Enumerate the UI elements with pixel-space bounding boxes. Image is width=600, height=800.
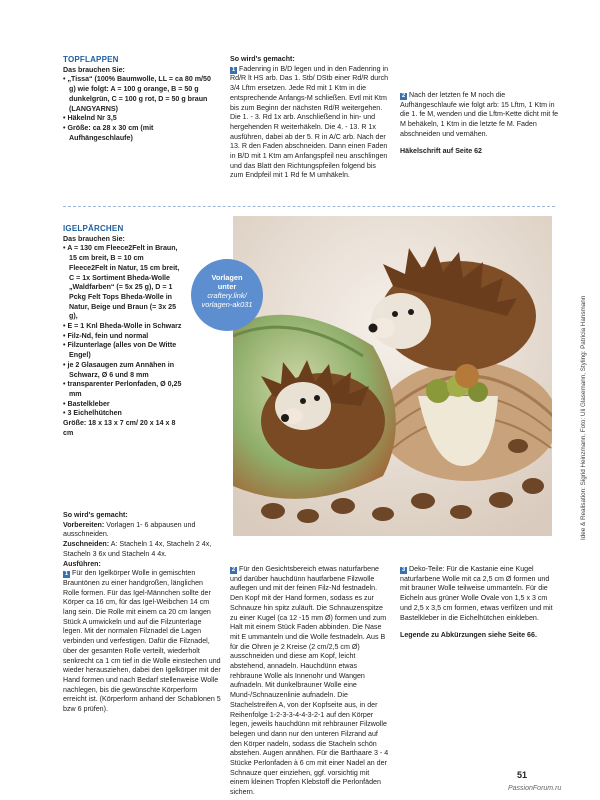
step-number-badge: 1 [231, 66, 236, 73]
list-item: • Filzunterlage (alles von De Witte Engel) [63, 341, 183, 360]
igel-steps-title: So wird's gemacht: [63, 511, 128, 519]
topflappen-materials-title: Das brauchen Sie: [63, 65, 125, 74]
section-divider [63, 206, 555, 207]
list-item: • „Tissa“ (100% Baumwolle, LL = ca 80 m/50 g) wie folgt: A = 100 g orange, B = 50 g dunkelgrün, C = 100 g rot, D = 50 g braun (LANGYARNS) [63, 75, 213, 114]
igel-steps-col2 [230, 565, 390, 798]
badge-line: unter [217, 282, 237, 291]
cut-text: A: Stacheln 1 4x, Stacheln 2 4x, Stacheln 3 6x und Stacheln 4 4x. [63, 540, 212, 558]
prep-text: Vorlagen 1- 6 abpausen und ausschneiden. [63, 520, 196, 539]
igel-heading: IGELPÄRCHEN [63, 224, 124, 233]
igel-step-3 [400, 565, 558, 623]
step-text: Deko-Teile: Für die Kastanie eine Kugel naturfarbene Wolle mit ca 2,5 cm Ø formen und mit brauner Wolle teilweise ummanteln. Für die Eicheln aus grüner Wolle Ovale von 1,5 x 3 cm und 2,5 x 3,5 cm formen, etwas verfilzen und mit Bastelkleber in die Eichelhütchen einkleben. [400, 565, 553, 622]
photo-credit [578, 240, 590, 540]
page-number: 51 [517, 770, 528, 780]
list-item: • Häkelnd Nr 3,5 [63, 114, 213, 124]
igel-step-1 [63, 569, 221, 715]
igel-cut [63, 540, 221, 559]
step-number-badge: 2 [401, 93, 406, 99]
step-number-badge: 2 [231, 567, 236, 573]
badge-link: craftery.link/ [207, 291, 247, 300]
igel-steps-col1 [63, 511, 221, 715]
cut-label: Zuschneiden: [63, 540, 110, 549]
topflappen-materials-list [63, 75, 213, 143]
igel-materials-list [63, 244, 183, 419]
list-item: • E = 1 Knl Bheda-Wolle in Schwarz [63, 322, 183, 332]
topflappen-heading: TOPFLAPPEN [63, 55, 119, 64]
topflappen-steps-cont [400, 91, 560, 156]
credit-text: Idee & Realisation: Sigrid Heinzmann, Foto: Uli Glasemann, Styling: Patricia Hansmann [580, 295, 587, 540]
list-item: • Bastelkleber [63, 400, 183, 410]
igel-size: Größe: 18 x 13 x 7 cm/ 20 x 14 x 8 cm [63, 419, 176, 437]
topflappen-step-1 [230, 65, 390, 181]
list-item: • Filz-Nd, fein und normal [63, 332, 183, 342]
igel-materials [63, 224, 183, 438]
hedgehog-illustration [233, 216, 552, 536]
list-item: • A = 130 cm Fleece2Felt in Braun, 15 cm breit, B = 10 cm Fleece2Felt in Natur, 15 cm breit, C = 1x Sortiment Bheda-Wolle „Waldfarben“ (= 5x 25 g), D = 1 Pckg Felt Tops Bheda-Wolle in Natur, Beige und Braun (= 3x 25 g), [63, 244, 183, 322]
topflappen-chart-ref: Häkelschrift auf Seite 62 [400, 146, 483, 155]
list-item: • transparenter Perlonfaden, Ø 0,25 mm [63, 380, 183, 399]
topflappen-materials [63, 55, 213, 143]
templates-badge [191, 259, 263, 331]
igel-steps-col3 [400, 565, 558, 641]
igel-step-2 [230, 565, 390, 798]
list-item: • Größe: ca 28 x 30 cm (mit Aufhängeschlaufe) [63, 124, 213, 143]
igel-materials-title: Das brauchen Sie: [63, 234, 125, 243]
exec-label: Ausführen: [63, 559, 101, 568]
badge-link: vorlagen-ak031 [201, 300, 253, 309]
step-text: Fadenring in B/D legen und in den Fadenring in Rd/R lt HS arb. Das 1. Stb/ DStb einer Rd/R durch 3/4 Lftm ersetzen. Jede Rd mit 1 Ktm in die entsprechende Anfangs-M schließen. Evtl mit Ktm bis zum Beginn der nächsten Rd/R weitergehen. Die 1. - 3. Rd 1x arb. Anschließend in hin- und hergehenden R weiterhäkeln. Die 4. - 13. R 1x ausführen, dabei ab der 5. R in A/C arb. Nach der 13. R den Faden abschneiden. Dann einen Faden in B/D mit 1 Ktm am Anfangspfeil neu anschlingen und das Blatt den Richtungspfeilen folgend bis zum Endpfeil mit 1 Rd fe M umhäkeln. [230, 64, 389, 180]
step-text: Für den Gesichtsbereich etwas naturfarbene und darüber hauchdünn hautfarbene Filzwolle auflegen und mit der feinen Filz-Nd festnadeln. Den Kopf mit der Hand formen, sodass es zur Schnauze hin spitz zuläuft. Die Schnauzenspitze zu einer Kugel (ca 12 -15 mm Ø) formen und zum Halt mit einem Stück Faden abbinden. Die Nase mit E ummanteln und die Wolle festnadeln. Aus B für die Ohren je 2 Kreise (2 cm/2,5 cm Ø) ausschneiden und diese am Kopf, leicht abstehend, annadeln. Hauchdünn etwas rehbraune Wolle als Innenohr und Wangen aufnadeln. Mit dunkelbrauner Wolle eine Mund-/Schnauzenlinie aufnadeln. Die Stachelstreifen A, von der Kopfseite aus, in der Reihenfolge 1-2-3-3-4-4-3-2-1 auf den Körper legen, jeweils hauchdünn mit rehbrauner Filzwolle belegen und dann nur den unteren Filzrand auf den Körper nadeln, sodass die Stacheln schön abstehen. Augen annähen. Für die Barthaare 3 - 4 Stücke Perlonfaden à 6 cm mit einer Nadel an der Schnauze quer einziehen, ggf. vorsichtig mit einem kleinen Tropfen Klebstoff die Perlonfäden sichern. [230, 565, 389, 797]
legend-ref: Legende zu Abkürzungen siehe Seite 66. [400, 631, 537, 640]
step-number-badge: 3 [401, 567, 406, 573]
hedgehog-photo [233, 216, 552, 536]
topflappen-step-2 [400, 91, 560, 140]
step-text: Nach der letzten fe M noch die Aufhängeschlaufe wie folgt arb: 15 Lftm, 1 Ktm in die 1. fe M, wenden und die Lftm-Kette dicht mit fe M behäkeln, 1 Ktm in die letzte fe M. Faden abschneiden und vernähen. [400, 91, 559, 138]
igel-prep [63, 521, 221, 540]
prep-label: Vorbereiten: [63, 520, 105, 529]
step-number-badge: 1 [64, 571, 69, 578]
list-item: • 3 Eichelhütchen [63, 409, 183, 419]
step-text: Für den Igelkörper Wolle in gemischten Brauntönen zu einer handgroßen, länglichen Rolle formen. Für das Igel-Männchen sollte der Körper ca 16 cm, für das Igel-Weibchen 14 cm lang sein. Die Rolle mit einem ca 20 cm langen Stück A umwickeln und auf die Filzunterlage legen. Mit der normalen Filznadel die Lagen verbinden und verfestigen. Dafür die Filznadel, über der gesamten Rolle verteilt, wiederholt senkrecht ca 1 cm tief in die Wolle einstechen und wieder herausziehen, dabei den Igelkörper mit der Hand formen und nach Bedarf stellenweise Wolle nachlegen, bis die gewünschte Körperform erreicht ist. (Körperform anhand der Schablonen 5 bzw 6 prüfen). [63, 569, 221, 714]
topflappen-steps [230, 55, 390, 181]
list-item: • je 2 Glasaugen zum Annähen in Schwarz, Ø 6 und 8 mm [63, 361, 183, 380]
topflappen-steps-title: So wird's gemacht: [230, 55, 295, 63]
footer-watermark: PassionForum.ru [508, 785, 562, 792]
badge-line: Vorlagen [211, 273, 243, 282]
